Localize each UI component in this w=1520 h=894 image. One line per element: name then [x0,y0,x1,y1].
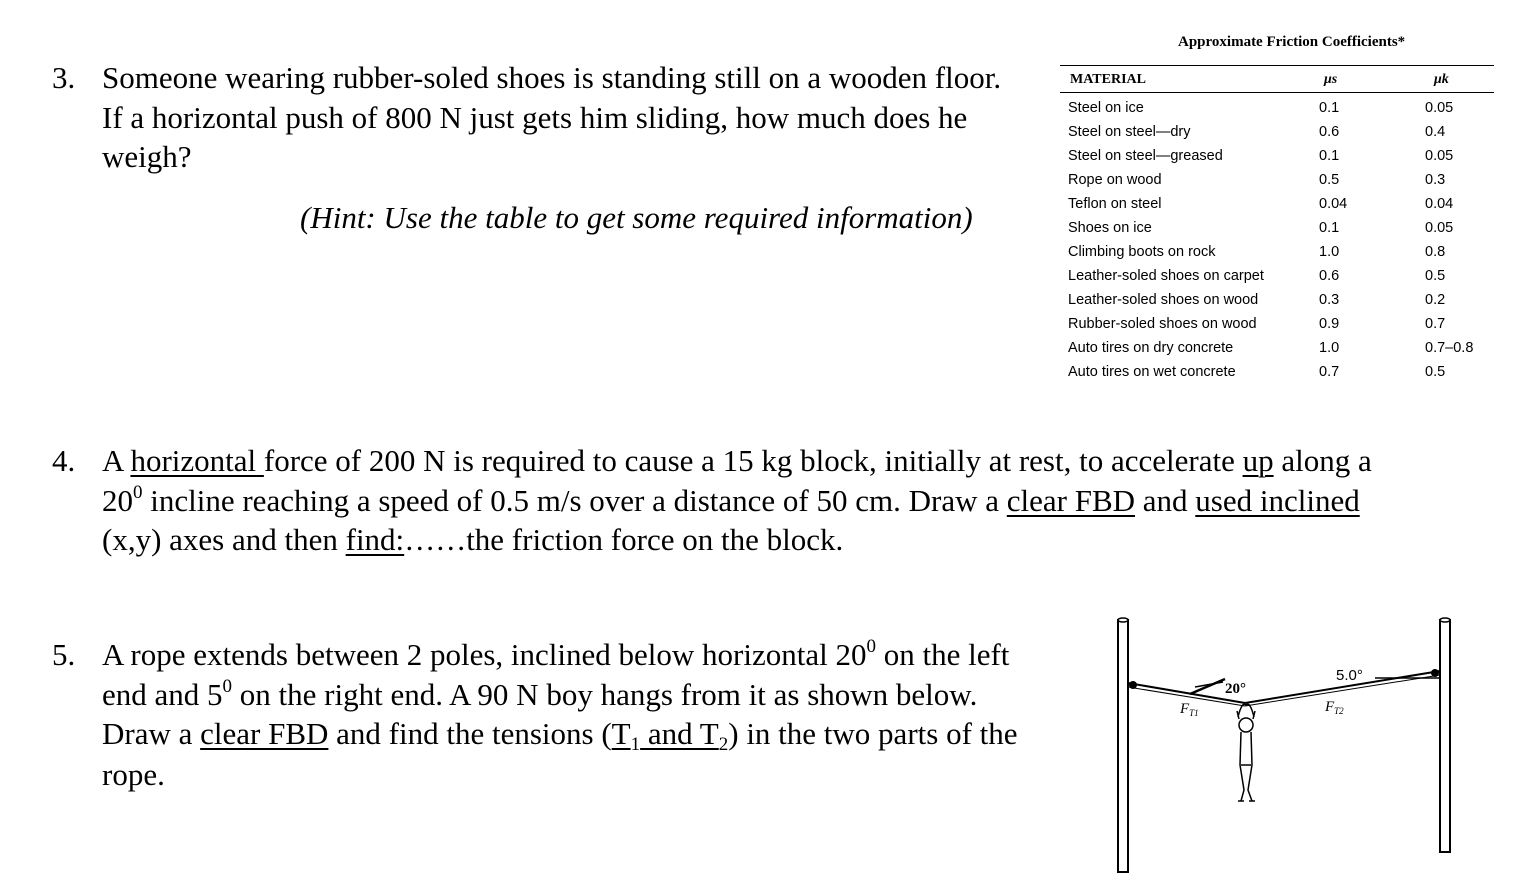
underlined-text: used inclined [1195,482,1360,518]
header-mu-s: μs [1324,72,1338,87]
cell-mu-s: 0.9 [1319,316,1340,332]
table-row [1060,292,1494,316]
underlined-text: clear FBD [200,716,329,751]
cell-mu-s: 0.3 [1319,292,1340,308]
text: 20 [102,482,133,518]
table-row [1060,340,1494,364]
underlined-text: find: [345,522,405,557]
cell-material: Steel on steel—greased [1068,148,1223,164]
problem-3-hint: (Hint: Use the table to get some required information) [300,200,973,235]
table-row [1060,100,1494,124]
text: end and 5 [102,676,223,712]
text: incline reaching a speed of 0.5 m/s over a distance of 50 cm. Draw a [142,482,1007,518]
table-header-rule [1060,92,1494,93]
problem-4-line-3 [102,520,1472,560]
text: and find the tensions ( [328,716,612,751]
cell-mu-s: 1.0 [1319,244,1340,260]
underlined-text: up [1242,443,1274,478]
table-row [1060,196,1494,220]
problem-5-line-1 [102,635,1072,675]
rope [1128,669,1440,706]
hanging-boy [1237,704,1255,801]
cell-mu-s: 0.7 [1319,364,1340,380]
right-pole [1440,618,1450,852]
table-row [1060,148,1494,172]
subscript: 1 [630,734,641,755]
problem-3-number: 3. [52,60,76,95]
degree-superscript: 0 [866,636,876,657]
cell-mu-k: 0.3 [1425,172,1446,188]
cell-material: Teflon on steel [1068,196,1162,212]
table-row [1060,124,1494,148]
problem-5-number: 5. [52,637,76,672]
text: on the left [875,637,1010,672]
table-row [1060,268,1494,292]
cell-material: Steel on ice [1068,100,1144,116]
text: on the right end. A 90 N boy hangs from it as shown below. [232,676,978,712]
problem-4-line-1 [102,441,1472,481]
table-row [1060,172,1494,196]
cell-mu-s: 0.1 [1319,100,1340,116]
cell-material: Auto tires on dry concrete [1068,340,1234,356]
problem-5-line-3 [102,714,1072,754]
left-pole [1118,618,1128,872]
text: A [102,443,131,478]
cell-material: Leather-soled shoes on carpet [1068,268,1264,284]
cell-mu-k: 0.8 [1425,244,1446,260]
degree-superscript: 0 [222,675,233,697]
right-angle-label: 5.0° [1336,667,1363,684]
cell-material: Shoes on ice [1068,220,1152,236]
table-row [1060,244,1494,268]
header-mu-k: μk [1434,72,1449,87]
underlined-tensions [611,716,729,755]
degree-superscript: 0 [133,481,143,503]
cell-mu-s: 0.6 [1319,124,1340,140]
text: along a [1273,443,1372,478]
problem-3-line-3: weigh? [102,139,192,174]
text: force of 200 N is required to cause a 15 kg block, initially at rest, to accelerate [263,443,1243,478]
table-title: Approximate Friction Coefficients* [1178,34,1406,50]
cell-material: Rubber-soled shoes on wood [1068,316,1257,332]
problem-5-line-2 [102,675,1072,715]
cell-mu-s: 0.6 [1319,268,1340,284]
underlined-text: horizontal [130,443,264,478]
problem-4-number: 4. [52,443,76,478]
text: A rope extends between 2 poles, inclined below horizontal 20 [102,637,867,672]
cell-material: Rope on wood [1068,172,1162,188]
cell-mu-k: 0.5 [1425,268,1446,284]
problem-3-line-2: If a horizontal push of 800 N just gets him sliding, how much does he [102,99,968,135]
left-tension-label: $F_{T1}$ [1180,701,1199,718]
problem-4 [52,441,1472,560]
text: (x,y) axes and then [102,522,346,557]
cell-mu-k: 0.5 [1425,364,1446,380]
problem-5-line-4: rope. [102,756,165,792]
cell-mu-s: 0.5 [1319,172,1340,188]
problem-3-line-1: Someone wearing rubber-soled shoes is standing still on a wooden floor. [102,60,1002,95]
left-angle-label: 20° [1225,681,1246,697]
cell-mu-s: 0.1 [1319,148,1340,164]
table-row [1060,220,1494,244]
cell-mu-k: 0.05 [1425,100,1454,116]
header-material: MATERIAL [1070,72,1146,87]
text: ……the friction force on the block. [404,522,844,557]
underlined-text: clear FBD [1006,482,1136,518]
subscript: 2 [718,734,729,755]
cell-mu-k: 0.05 [1425,148,1454,164]
cell-mu-k: 0.04 [1425,196,1454,212]
cell-mu-k: 0.4 [1425,124,1446,140]
cell-material: Auto tires on wet concrete [1068,364,1236,380]
problem-3 [52,58,1052,177]
cell-material: Climbing boots on rock [1068,244,1216,260]
text: and T [640,716,719,751]
table-row [1060,364,1494,388]
cell-mu-k: 0.7–0.8 [1425,340,1474,356]
problem-5 [52,635,1072,794]
cell-mu-k: 0.2 [1425,292,1446,308]
left-angle-marker [1190,679,1225,694]
cell-mu-k: 0.7 [1425,316,1446,332]
rope-figure [1100,615,1470,885]
text: T [611,716,631,751]
cell-material: Leather-soled shoes on wood [1068,292,1259,308]
cell-material: Steel on steel—dry [1068,124,1191,140]
table-row [1060,316,1494,340]
cell-mu-s: 0.04 [1319,196,1348,212]
text: and [1135,482,1196,518]
text: ) in the two parts of the [728,716,1018,751]
text: Draw a [102,716,201,751]
cell-mu-k: 0.05 [1425,220,1454,236]
cell-mu-s: 1.0 [1319,340,1340,356]
problem-4-line-2 [102,481,1472,521]
right-tension-label: $F_{T2}$ [1325,699,1344,716]
table-top-rule [1060,65,1494,66]
cell-mu-s: 0.1 [1319,220,1340,236]
